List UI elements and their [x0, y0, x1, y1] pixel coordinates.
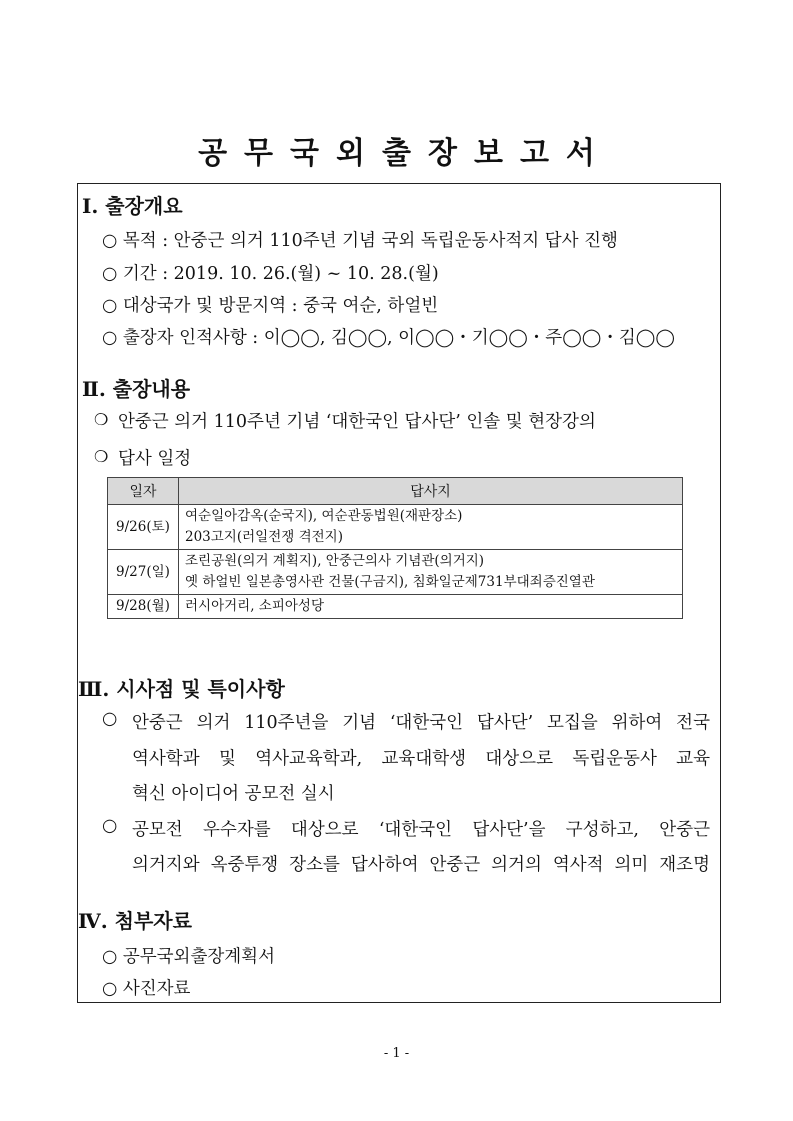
table-row: [108, 550, 683, 595]
section-1-heading: Ⅰ. 출장개요: [82, 194, 183, 218]
s3-p1-line-3: 혁신 아이디어 공모전 실시: [132, 784, 335, 804]
s4-item-photos: ○ 사진자료: [102, 979, 191, 999]
s2-bullet-2: ❍: [94, 447, 109, 466]
section-4-heading: Ⅳ. 첨부자료: [78, 909, 192, 933]
s3-p1-line-1: 안중근 의거 110주년을 기념 ‘대한국인 답사단’ 모집을 위하여 전국: [132, 713, 710, 733]
row-sites: [179, 550, 683, 595]
table-header-row: [108, 478, 683, 505]
document-title: 공무국외출장보고서: [198, 136, 612, 171]
row-sites: [179, 595, 683, 619]
site-line: 러시아거리, 소피아성당: [185, 598, 324, 614]
s1-item-travelers: ○ 출장자 인적사항 : 이◯◯, 김◯◯, 이◯◯・기◯◯・주◯◯・김◯◯: [102, 328, 675, 348]
s3-bullet-1: ○: [102, 709, 118, 729]
s4-item-plan: ○ 공무국외출장계획서: [102, 947, 275, 967]
s1-item-period: ○ 기간 : 2019. 10. 26.(월) ~ 10. 28.(월): [102, 264, 439, 284]
row-date: 9/28(월): [108, 595, 179, 619]
site-line: 옛 하얼빈 일본총영사관 건물(구금지), 침화일군제731부대죄증진열관: [185, 574, 595, 590]
row-date: 9/27(일): [108, 550, 179, 595]
site-line: 조린공원(의거 계획지), 안중근의사 기념관(의거지): [185, 553, 485, 569]
section-2-heading: Ⅱ. 출장내용: [82, 377, 191, 401]
section-3-heading: Ⅲ. 시사점 및 특이사항: [78, 677, 285, 701]
report-frame: [77, 183, 721, 1003]
s2-bullet-1: ❍: [94, 410, 109, 429]
s2-item-schedule: 답사 일정: [118, 449, 192, 469]
site-line: 여순일아감옥(순국지), 여순관동법원(재판장소): [185, 508, 463, 524]
s3-p2-line-1: 공모전 우수자를 대상으로 ‘대한국인 답사단’을 구성하고, 안중근: [132, 820, 710, 840]
s1-item-destination: ○ 대상국가 및 방문지역 : 중국 여순, 하얼빈: [102, 296, 439, 316]
row-sites: [179, 505, 683, 550]
s3-bullet-2: ○: [102, 816, 118, 836]
table-header-date: 일자: [108, 478, 179, 505]
s3-p2-line-2: 의거지와 옥중투쟁 장소를 답사하여 안중근 의거의 역사적 의미 재조명: [132, 855, 710, 875]
table-header-site: 답사지: [179, 478, 683, 505]
page-number: - 1 -: [383, 1046, 410, 1061]
table-row: [108, 595, 683, 619]
s2-item-guided-lecture: 안중근 의거 110주년 기념 ‘대한국인 답사단’ 인솔 및 현장강의: [118, 412, 596, 432]
schedule-table: [107, 477, 683, 619]
table-row: [108, 505, 683, 550]
row-date: 9/26(토): [108, 505, 179, 550]
site-line: 203고지(러일전쟁 격전지): [185, 529, 343, 545]
s1-item-purpose: ○ 목적 : 안중근 의거 110주년 기념 국외 독립운동사적지 답사 진행: [102, 231, 618, 251]
s3-p1-line-2: 역사학과 및 역사교육학과, 교육대학생 대상으로 독립운동사 교육: [132, 749, 710, 769]
